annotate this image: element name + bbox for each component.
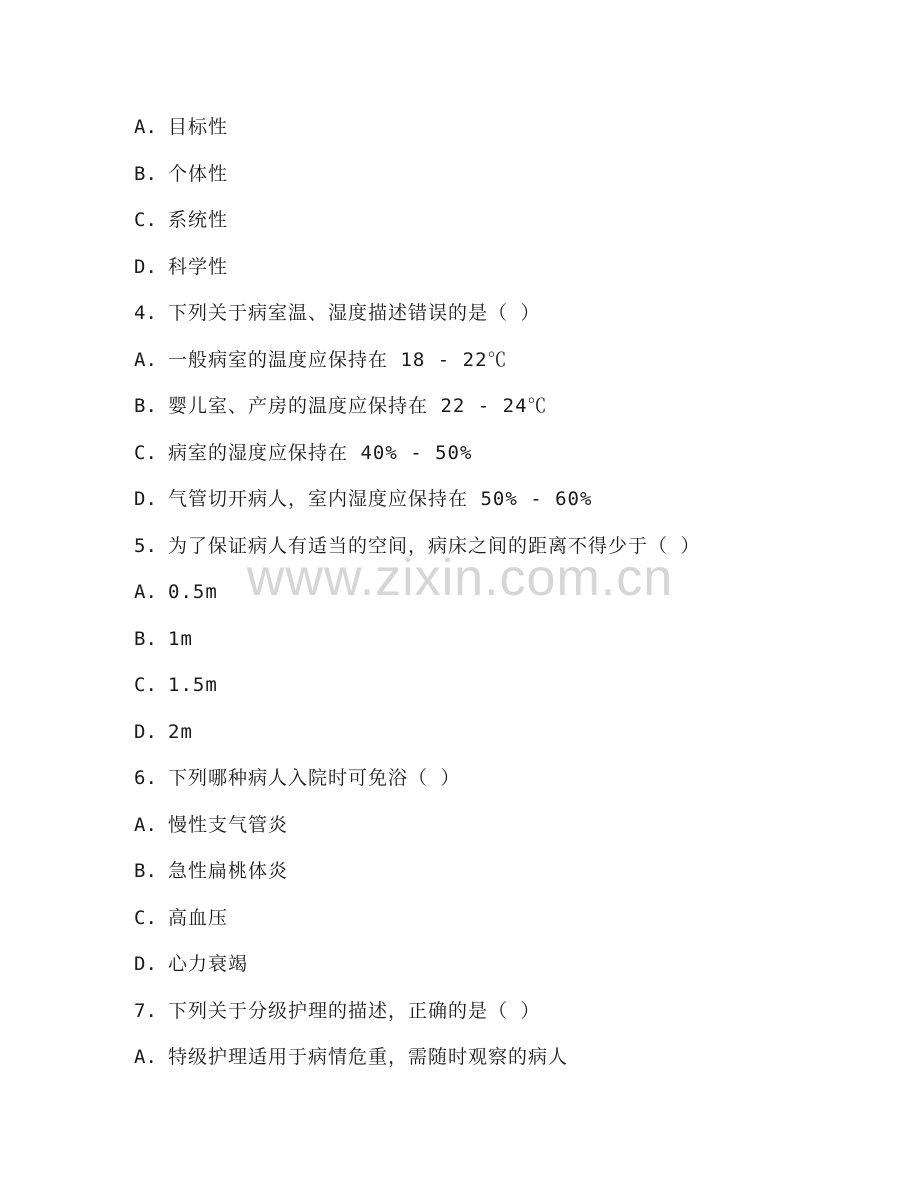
option-line (134, 895, 874, 942)
option-line (134, 848, 874, 895)
question-text: 下列哪种病人入院时可免浴（ ） (168, 767, 461, 790)
line-label: D. (134, 488, 157, 511)
line-label: C. (134, 674, 157, 697)
line-label: A. (134, 348, 157, 371)
line-text: 气管切开病人，室内湿度应保持在 50% - 60% (168, 488, 593, 511)
line-text: 高血压 (168, 906, 229, 929)
line-label: D. (134, 720, 157, 743)
question-text: 为了保证病人有适当的空间，病床之间的距离不得少于（ ） (168, 534, 701, 557)
option-line (134, 430, 874, 477)
option-line (134, 476, 874, 523)
option-line (134, 104, 874, 151)
option-line (134, 1034, 874, 1081)
line-label: B. (134, 860, 157, 883)
line-text: 婴儿室、产房的温度应保持在 22 - 24℃ (168, 395, 548, 418)
question-text: 下列关于病室温、湿度描述错误的是（ ） (168, 302, 541, 325)
line-text: 目标性 (168, 116, 229, 139)
line-text: 一般病室的温度应保持在 18 - 22℃ (168, 348, 508, 371)
line-label: D. (134, 953, 157, 976)
line-text: 特级护理适用于病情危重，需随时观察的病人 (168, 1046, 569, 1069)
question-line (134, 988, 874, 1035)
line-label: A. (134, 581, 157, 604)
watermark: www.zixin.com.cn (246, 549, 674, 607)
question-list (134, 104, 874, 1081)
option-line (134, 802, 874, 849)
line-text: 慢性支气管炎 (168, 813, 289, 836)
option-line (134, 337, 874, 384)
option-line (134, 244, 874, 291)
question-text: 下列关于分级护理的描述，正确的是（ ） (168, 999, 541, 1022)
option-line (134, 197, 874, 244)
question-line (134, 290, 874, 337)
option-line (134, 941, 874, 988)
line-label: A. (134, 813, 157, 836)
line-text: 病室的湿度应保持在 40% - 50% (168, 441, 473, 464)
question-line (134, 523, 874, 570)
line-text: 科学性 (168, 255, 229, 278)
line-label: B. (134, 395, 157, 418)
line-label: B. (134, 162, 157, 185)
line-text: 急性扁桃体炎 (168, 860, 289, 883)
line-text: 2m (168, 720, 193, 743)
question-number: 4. (134, 302, 157, 325)
line-label: D. (134, 255, 157, 278)
question-number: 7. (134, 999, 157, 1022)
line-label: C. (134, 906, 157, 929)
line-text: 心力衰竭 (168, 953, 249, 976)
line-text: 1.5m (168, 674, 218, 697)
line-text: 0.5m (168, 581, 218, 604)
option-line (134, 616, 874, 663)
line-label: A. (134, 116, 157, 139)
line-label: C. (134, 441, 157, 464)
line-text: 1m (168, 627, 193, 650)
line-text: 个体性 (168, 162, 229, 185)
line-label: A. (134, 1046, 157, 1069)
option-line (134, 662, 874, 709)
line-label: C. (134, 209, 157, 232)
option-line (134, 151, 874, 198)
line-label: B. (134, 627, 157, 650)
option-line (134, 709, 874, 756)
option-line (134, 383, 874, 430)
option-line (134, 569, 874, 616)
question-number: 5. (134, 534, 157, 557)
line-text: 系统性 (168, 209, 229, 232)
question-number: 6. (134, 767, 157, 790)
question-line (134, 755, 874, 802)
